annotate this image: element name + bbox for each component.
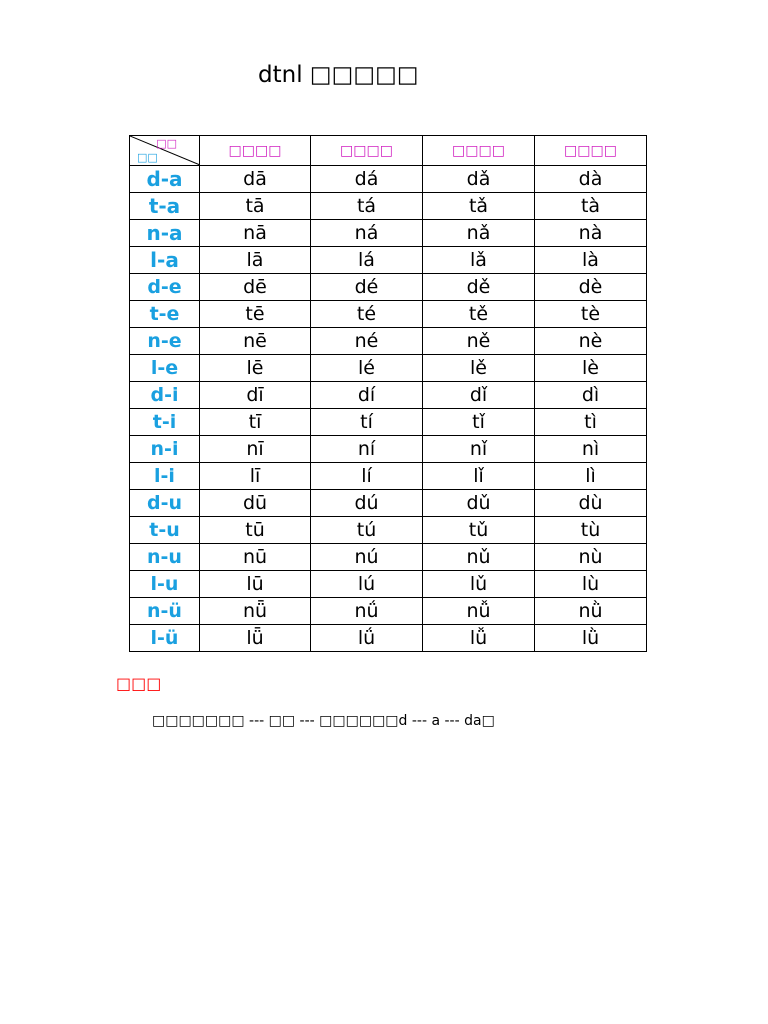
- tone-cell: tì: [535, 409, 647, 436]
- syllable-cell: t-e: [130, 301, 200, 328]
- syllable-cell: l-e: [130, 355, 200, 382]
- tone-cell: nǐ: [423, 436, 535, 463]
- tone-cell: dě: [423, 274, 535, 301]
- tone-cell: nǔ: [423, 544, 535, 571]
- table-row: [130, 517, 647, 544]
- syllable-cell: n-e: [130, 328, 200, 355]
- tone-cell: nà: [535, 220, 647, 247]
- tone-cell: té: [311, 301, 423, 328]
- syllable-cell: n-u: [130, 544, 200, 571]
- tone-cell: nǜ: [535, 598, 647, 625]
- syllable-cell: d-u: [130, 490, 200, 517]
- tone-cell: là: [535, 247, 647, 274]
- tone-cell: tǐ: [423, 409, 535, 436]
- tone-cell: dē: [200, 274, 311, 301]
- tone-cell: dí: [311, 382, 423, 409]
- tone-cell: tē: [200, 301, 311, 328]
- table-row: [130, 382, 647, 409]
- tone-cell: tǔ: [423, 517, 535, 544]
- tone-cell: nǘ: [311, 598, 423, 625]
- tone-cell: lǘ: [311, 625, 423, 652]
- tone-cell: lú: [311, 571, 423, 598]
- tone-cell: tī: [200, 409, 311, 436]
- note-text: □□□□□□□ --- □□ --- □□□□□□d --- a --- da□: [152, 713, 495, 729]
- tone-cell: dù: [535, 490, 647, 517]
- syllable-cell: d-a: [130, 166, 200, 193]
- tone-cell: dǎ: [423, 166, 535, 193]
- syllable-cell: n-i: [130, 436, 200, 463]
- corner-label-top-right: □□: [156, 137, 177, 150]
- tone-cell: lǎ: [423, 247, 535, 274]
- table-row: [130, 544, 647, 571]
- table-row: [130, 328, 647, 355]
- tone-cell: lē: [200, 355, 311, 382]
- tone-cell: né: [311, 328, 423, 355]
- tone-cell: tá: [311, 193, 423, 220]
- note-label: □□□: [116, 674, 162, 693]
- tone-cell: nǖ: [200, 598, 311, 625]
- syllable-cell: t-a: [130, 193, 200, 220]
- table-body: [130, 166, 647, 652]
- table-row: [130, 193, 647, 220]
- syllable-cell: d-e: [130, 274, 200, 301]
- syllable-cell: t-i: [130, 409, 200, 436]
- table-row: [130, 409, 647, 436]
- tone-cell: nè: [535, 328, 647, 355]
- table-row: [130, 571, 647, 598]
- corner-header-cell: [130, 136, 200, 166]
- tone-cell: lé: [311, 355, 423, 382]
- tone-cell: ná: [311, 220, 423, 247]
- table-row: [130, 625, 647, 652]
- table-row: [130, 463, 647, 490]
- table-row: [130, 490, 647, 517]
- tone-cell: dú: [311, 490, 423, 517]
- tone-cell: dǔ: [423, 490, 535, 517]
- tone-cell: nǎ: [423, 220, 535, 247]
- table-row: [130, 598, 647, 625]
- tone-cell: lǜ: [535, 625, 647, 652]
- tone-cell: tū: [200, 517, 311, 544]
- syllable-cell: t-u: [130, 517, 200, 544]
- tone-cell: lě: [423, 355, 535, 382]
- tone-cell: tě: [423, 301, 535, 328]
- table-row: [130, 220, 647, 247]
- table-row: [130, 355, 647, 382]
- table-row: [130, 274, 647, 301]
- column-header-tone-3: □□□□: [423, 136, 535, 166]
- tone-cell: lè: [535, 355, 647, 382]
- tone-cell: lǐ: [423, 463, 535, 490]
- tone-cell: dǐ: [423, 382, 535, 409]
- tone-cell: lì: [535, 463, 647, 490]
- table-row: [130, 166, 647, 193]
- pinyin-tone-table: [129, 135, 647, 652]
- tone-cell: ní: [311, 436, 423, 463]
- table-row: [130, 301, 647, 328]
- table-row: [130, 436, 647, 463]
- tone-cell: lū: [200, 571, 311, 598]
- column-header-tone-1: □□□□: [200, 136, 311, 166]
- table-row: [130, 247, 647, 274]
- tone-cell: lǔ: [423, 571, 535, 598]
- tone-cell: tù: [535, 517, 647, 544]
- tone-cell: lī: [200, 463, 311, 490]
- tone-cell: ně: [423, 328, 535, 355]
- column-header-tone-2: □□□□: [311, 136, 423, 166]
- page-title: dtnl □□□□□: [258, 62, 419, 88]
- tone-cell: dā: [200, 166, 311, 193]
- tone-cell: nì: [535, 436, 647, 463]
- syllable-cell: n-ü: [130, 598, 200, 625]
- syllable-cell: n-a: [130, 220, 200, 247]
- tone-cell: nú: [311, 544, 423, 571]
- syllable-cell: l-i: [130, 463, 200, 490]
- tone-cell: lǚ: [423, 625, 535, 652]
- tone-cell: dè: [535, 274, 647, 301]
- tone-cell: tí: [311, 409, 423, 436]
- syllable-cell: d-i: [130, 382, 200, 409]
- table-header-row: [130, 136, 647, 166]
- tone-cell: dà: [535, 166, 647, 193]
- tone-cell: tè: [535, 301, 647, 328]
- tone-cell: nē: [200, 328, 311, 355]
- syllable-cell: l-a: [130, 247, 200, 274]
- column-header-tone-4: □□□□: [535, 136, 647, 166]
- tone-cell: nā: [200, 220, 311, 247]
- tone-cell: dū: [200, 490, 311, 517]
- tone-cell: lí: [311, 463, 423, 490]
- corner-label-bottom-left: □□: [137, 151, 158, 164]
- tone-cell: nū: [200, 544, 311, 571]
- tone-cell: dì: [535, 382, 647, 409]
- tone-cell: nù: [535, 544, 647, 571]
- tone-cell: lá: [311, 247, 423, 274]
- tone-cell: dá: [311, 166, 423, 193]
- tone-cell: tú: [311, 517, 423, 544]
- tone-cell: tà: [535, 193, 647, 220]
- tone-cell: nǚ: [423, 598, 535, 625]
- tone-cell: lā: [200, 247, 311, 274]
- tone-cell: dī: [200, 382, 311, 409]
- tone-cell: nī: [200, 436, 311, 463]
- tone-cell: dé: [311, 274, 423, 301]
- syllable-cell: l-ü: [130, 625, 200, 652]
- tone-cell: lǖ: [200, 625, 311, 652]
- tone-cell: tǎ: [423, 193, 535, 220]
- syllable-cell: l-u: [130, 571, 200, 598]
- tone-cell: lù: [535, 571, 647, 598]
- tone-cell: tā: [200, 193, 311, 220]
